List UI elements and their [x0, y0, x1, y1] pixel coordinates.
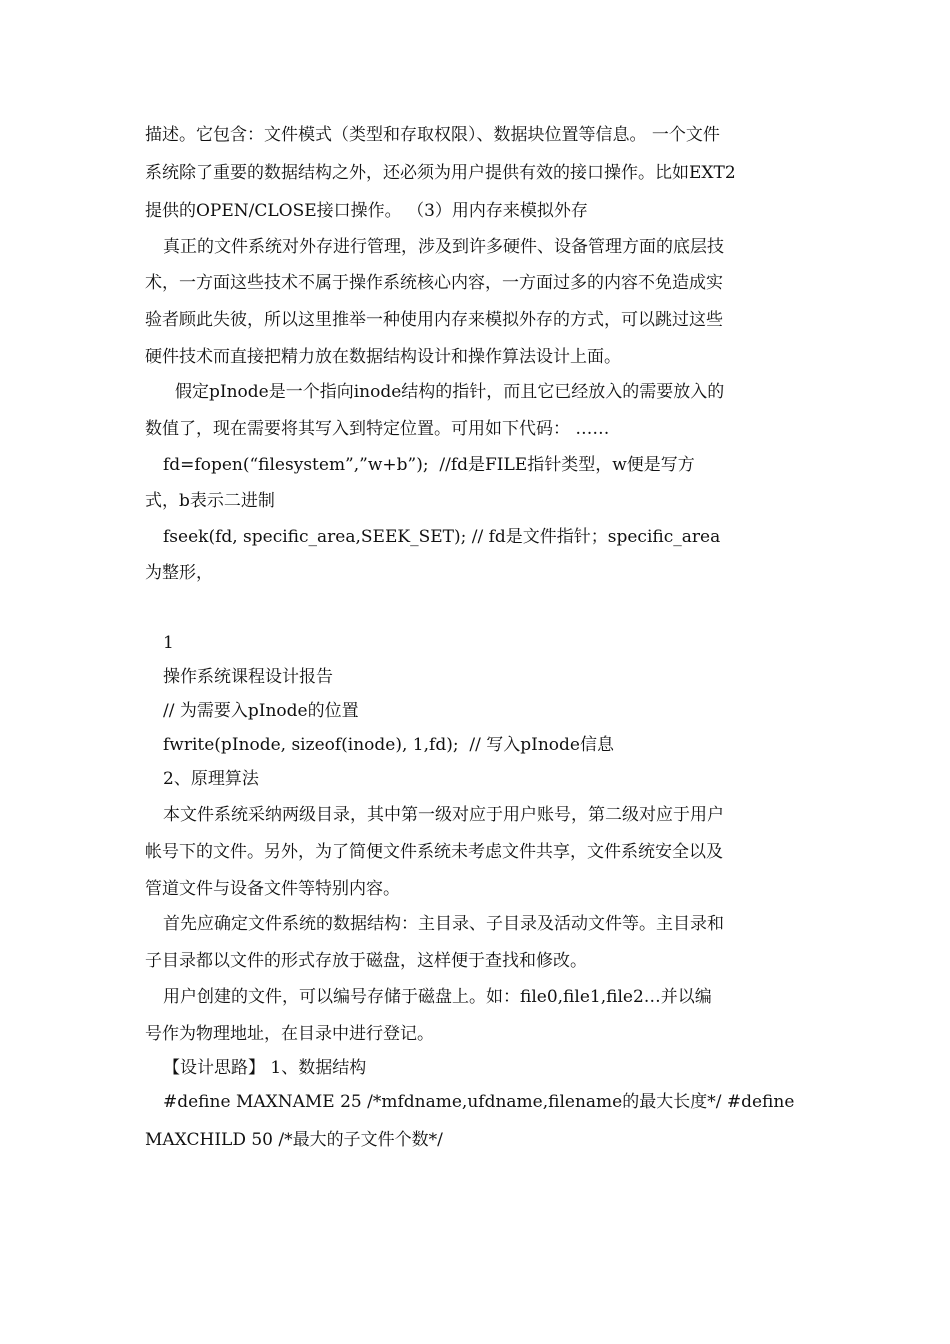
text-line: 子目录都以文件的形式存放于磁盘，这样便于查找和修改。 [145, 951, 587, 971]
text-line: 验者顾此失彼，所以这里推举一种使用内存来模拟外存的方式，可以跳过这些 [145, 310, 723, 330]
text-line: 管道文件与设备文件等特别内容。 [145, 879, 400, 899]
text-line: 真正的文件系统对外存进行管理，涉及到许多硬件、设备管理方面的底层技 [163, 237, 724, 257]
code-line: fd=fopen(“filesystem”,”w+b”); //fd是FILE指针类型，w便是写方 [163, 455, 695, 475]
section-heading: 【设计思路】 1、数据结构 [163, 1058, 367, 1078]
text-line: 数值了，现在需要将其写入到特定位置。可用如下代码： …… [145, 419, 610, 439]
text-line: 为整形， [145, 563, 213, 583]
text-line: 首先应确定文件系统的数据结构：主目录、子目录及活动文件等。主目录和 [163, 914, 724, 934]
text-line: 硬件技术而直接把精力放在数据结构设计和操作算法设计上面。 [145, 347, 621, 367]
code-line: MAXCHILD 50 /*最大的子文件个数*/ [145, 1130, 443, 1150]
text-line: 号作为物理地址，在目录中进行登记。 [145, 1024, 434, 1044]
text-line: 假定pInode是一个指向inode结构的指针，而且它已经放入的需要放入的 [175, 382, 725, 402]
text-line: 用户创建的文件，可以编号存储于磁盘上。如：file0,file1,file2…并以编 [163, 987, 712, 1007]
code-line: fwrite(pInode, sizeof(inode), 1,fd); // 写入pInode信息 [163, 735, 614, 755]
code-line: // 为需要入pInode的位置 [163, 701, 359, 721]
section-heading: 2、原理算法 [163, 769, 259, 789]
page-number: 1 [163, 633, 174, 653]
text-line: 提供的OPEN/CLOSE接口操作。 （3）用内存来模拟外存 [145, 201, 588, 221]
text-line: 帐号下的文件。另外，为了简便文件系统未考虑文件共享，文件系统安全以及 [145, 842, 723, 862]
text-line: 系统除了重要的数据结构之外，还必须为用户提供有效的接口操作。比如EXT2 [145, 163, 736, 183]
page-header: 操作系统课程设计报告 [163, 667, 333, 687]
text-line: 式，b表示二进制 [145, 491, 275, 511]
text-line: 描述。它包含：文件模式（类型和存取权限）、数据块位置等信息。 一个文件 [145, 125, 720, 145]
code-line: #define MAXNAME 25 /*mfdname,ufdname,filename的最大长度*/ #define [163, 1092, 795, 1112]
code-line: fseek(fd, specific_area,SEEK_SET); // fd是文件指针；specific_area [163, 527, 721, 547]
text-line: 术，一方面这些技术不属于操作系统核心内容，一方面过多的内容不免造成实 [145, 273, 723, 293]
text-line: 本文件系统采纳两级目录，其中第一级对应于用户账号，第二级对应于用户 [163, 805, 724, 825]
